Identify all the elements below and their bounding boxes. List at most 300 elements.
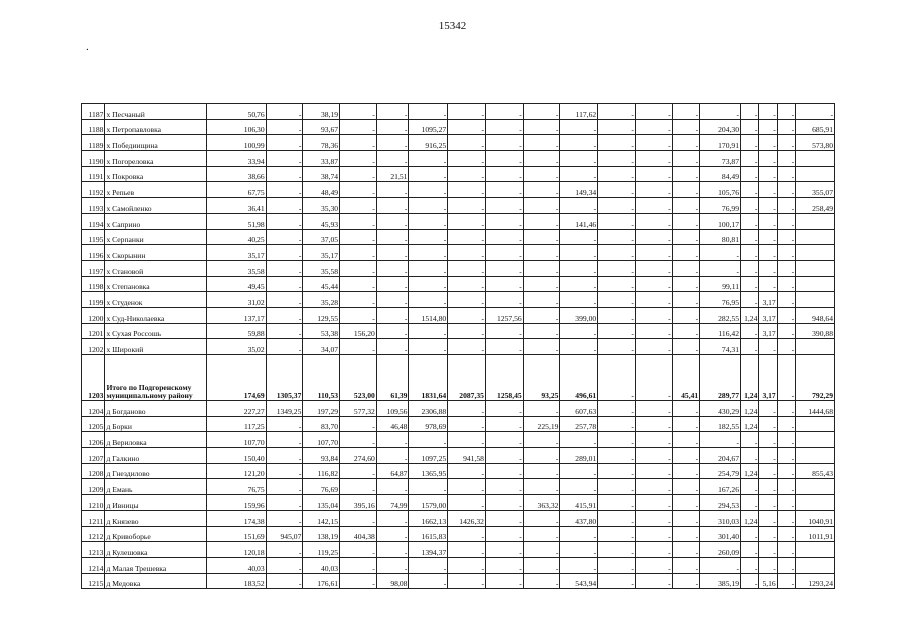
value-cell xyxy=(796,229,835,245)
value-cell: - xyxy=(598,292,636,308)
value-cell: - xyxy=(523,119,560,135)
value-cell: - xyxy=(777,479,795,495)
value-cell: - xyxy=(266,245,303,261)
value-cell: - xyxy=(376,104,409,120)
value-cell: 1,24 xyxy=(741,510,759,526)
value-cell: 45,44 xyxy=(303,276,340,292)
row-number-cell: 1202 xyxy=(82,339,105,355)
table-row xyxy=(82,166,835,182)
value-cell: - xyxy=(485,135,523,151)
value-cell: - xyxy=(759,448,777,464)
value-cell: - xyxy=(672,166,700,182)
value-cell: - xyxy=(598,510,636,526)
row-number-cell: 1205 xyxy=(82,416,105,432)
table-row xyxy=(82,213,835,229)
value-cell: 1,24 xyxy=(741,463,759,479)
value-cell: - xyxy=(635,557,672,573)
value-cell: - xyxy=(523,229,560,245)
value-cell: 35,17 xyxy=(207,245,266,261)
value-cell: 159,96 xyxy=(207,495,266,511)
value-cell: 607,63 xyxy=(560,401,598,417)
value-cell: 34,07 xyxy=(303,339,340,355)
value-cell: 74,31 xyxy=(700,339,741,355)
value-cell: - xyxy=(759,166,777,182)
value-cell: - xyxy=(672,339,700,355)
table-row xyxy=(82,151,835,167)
value-cell: - xyxy=(777,463,795,479)
value-cell: 363,32 xyxy=(523,495,560,511)
value-cell: - xyxy=(266,479,303,495)
value-cell: 855,43 xyxy=(796,463,835,479)
value-cell: - xyxy=(635,135,672,151)
value-cell: - xyxy=(777,573,795,589)
value-cell: - xyxy=(759,198,777,214)
value-cell: 84,49 xyxy=(700,166,741,182)
value-cell: 156,20 xyxy=(340,323,377,339)
row-number-cell: 1204 xyxy=(82,401,105,417)
value-cell: - xyxy=(523,448,560,464)
value-cell: - xyxy=(485,557,523,573)
value-cell: - xyxy=(266,463,303,479)
value-cell: - xyxy=(340,198,377,214)
value-cell: - xyxy=(266,119,303,135)
value-cell: 948,64 xyxy=(796,307,835,323)
value-cell: - xyxy=(672,260,700,276)
table-row xyxy=(82,355,835,401)
value-cell: - xyxy=(777,104,795,120)
value-cell: 3,17 xyxy=(759,292,777,308)
value-cell: - xyxy=(598,416,636,432)
value-cell: - xyxy=(635,182,672,198)
value-cell: - xyxy=(340,510,377,526)
value-cell: - xyxy=(340,104,377,120)
value-cell: - xyxy=(759,245,777,261)
value-cell: - xyxy=(376,510,409,526)
value-cell: - xyxy=(448,542,486,558)
value-cell: 83,70 xyxy=(303,416,340,432)
value-cell: 3,17 xyxy=(759,307,777,323)
value-cell: 430,29 xyxy=(700,401,741,417)
value-cell: 138,19 xyxy=(303,526,340,542)
value-cell: - xyxy=(672,495,700,511)
value-cell: - xyxy=(598,355,636,401)
value-cell: 941,58 xyxy=(448,448,486,464)
value-cell: 257,78 xyxy=(560,416,598,432)
value-cell: 1426,32 xyxy=(448,510,486,526)
value-cell: 45,93 xyxy=(303,213,340,229)
value-cell: - xyxy=(598,260,636,276)
value-cell: - xyxy=(672,245,700,261)
settlement-name-cell: х Степановка xyxy=(105,276,207,292)
value-cell: 204,67 xyxy=(700,448,741,464)
value-cell: - xyxy=(635,198,672,214)
value-cell: 107,70 xyxy=(303,432,340,448)
value-cell: 107,70 xyxy=(207,432,266,448)
value-cell: 141,46 xyxy=(560,213,598,229)
value-cell: - xyxy=(635,245,672,261)
settlement-name-cell: д Галкино xyxy=(105,448,207,464)
value-cell: - xyxy=(560,198,598,214)
value-cell: 176,61 xyxy=(303,573,340,589)
value-cell: - xyxy=(409,339,448,355)
value-cell: - xyxy=(340,135,377,151)
value-cell: 227,27 xyxy=(207,401,266,417)
value-cell: - xyxy=(598,542,636,558)
value-cell: - xyxy=(485,166,523,182)
table-row xyxy=(82,245,835,261)
table-row xyxy=(82,198,835,214)
table-row xyxy=(82,229,835,245)
value-cell: - xyxy=(672,229,700,245)
settlement-name-cell: х Сухая Россошь xyxy=(105,323,207,339)
value-cell: - xyxy=(523,245,560,261)
value-cell: 1305,37 xyxy=(266,355,303,401)
value-cell: - xyxy=(485,229,523,245)
value-cell: 33,94 xyxy=(207,151,266,167)
value-cell: 21,51 xyxy=(376,166,409,182)
value-cell: 106,30 xyxy=(207,119,266,135)
value-cell: - xyxy=(635,479,672,495)
value-cell: - xyxy=(672,135,700,151)
value-cell: 35,58 xyxy=(207,260,266,276)
value-cell: 78,36 xyxy=(303,135,340,151)
value-cell: - xyxy=(635,339,672,355)
value-cell: 109,56 xyxy=(376,401,409,417)
value-cell: - xyxy=(759,339,777,355)
value-cell: - xyxy=(741,323,759,339)
value-cell: 916,25 xyxy=(409,135,448,151)
value-cell: - xyxy=(598,307,636,323)
value-cell xyxy=(796,260,835,276)
value-cell: - xyxy=(523,307,560,323)
value-cell: 64,87 xyxy=(376,463,409,479)
value-cell: - xyxy=(266,495,303,511)
value-cell: - xyxy=(266,573,303,589)
value-cell: - xyxy=(448,479,486,495)
value-cell: 117,62 xyxy=(560,104,598,120)
value-cell: - xyxy=(523,182,560,198)
value-cell: 1662,13 xyxy=(409,510,448,526)
value-cell: - xyxy=(598,526,636,542)
value-cell: 51,98 xyxy=(207,213,266,229)
value-cell: - xyxy=(340,166,377,182)
table-row xyxy=(82,495,835,511)
value-cell: 36,41 xyxy=(207,198,266,214)
value-cell: - xyxy=(448,401,486,417)
value-cell: 142,15 xyxy=(303,510,340,526)
page-number: 15342 xyxy=(438,20,467,32)
value-cell: - xyxy=(759,151,777,167)
value-cell: - xyxy=(777,292,795,308)
value-cell: - xyxy=(376,307,409,323)
value-cell: 48,49 xyxy=(303,182,340,198)
value-cell: 150,40 xyxy=(207,448,266,464)
settlement-name-cell: х Погореловка xyxy=(105,151,207,167)
table-row xyxy=(82,573,835,589)
value-cell: - xyxy=(598,213,636,229)
value-cell: - xyxy=(340,260,377,276)
value-cell: - xyxy=(340,245,377,261)
value-cell: - xyxy=(598,448,636,464)
value-cell: 98,08 xyxy=(376,573,409,589)
value-cell: - xyxy=(598,573,636,589)
row-number-cell: 1213 xyxy=(82,542,105,558)
value-cell: - xyxy=(635,151,672,167)
value-cell: - xyxy=(485,339,523,355)
value-cell: - xyxy=(635,166,672,182)
value-cell: - xyxy=(777,260,795,276)
value-cell: - xyxy=(523,292,560,308)
value-cell: - xyxy=(598,166,636,182)
value-cell: - xyxy=(635,229,672,245)
value-cell: - xyxy=(409,182,448,198)
value-cell: - xyxy=(266,510,303,526)
value-cell: - xyxy=(340,432,377,448)
value-cell: 573,80 xyxy=(796,135,835,151)
value-cell: - xyxy=(448,245,486,261)
value-cell: - xyxy=(523,339,560,355)
row-number-cell: 1194 xyxy=(82,213,105,229)
row-number-cell: 1190 xyxy=(82,151,105,167)
value-cell: 100,17 xyxy=(700,213,741,229)
value-cell: - xyxy=(523,557,560,573)
value-cell: - xyxy=(266,151,303,167)
value-cell: - xyxy=(635,276,672,292)
value-cell: 121,20 xyxy=(207,463,266,479)
value-cell: - xyxy=(376,276,409,292)
value-cell: - xyxy=(560,245,598,261)
value-cell: - xyxy=(598,463,636,479)
settlement-name-cell: д Гнездилово xyxy=(105,463,207,479)
value-cell: 1097,25 xyxy=(409,448,448,464)
value-cell: 310,03 xyxy=(700,510,741,526)
value-cell: - xyxy=(376,119,409,135)
value-cell: 110,53 xyxy=(303,355,340,401)
value-cell: 137,17 xyxy=(207,307,266,323)
value-cell: - xyxy=(741,526,759,542)
value-cell: - xyxy=(796,104,835,120)
settlement-name-cell: д Князево xyxy=(105,510,207,526)
value-cell: - xyxy=(409,479,448,495)
value-cell: - xyxy=(409,245,448,261)
value-cell: 282,55 xyxy=(700,307,741,323)
value-cell: - xyxy=(485,479,523,495)
value-cell: - xyxy=(741,119,759,135)
settlement-name-cell: д Борки xyxy=(105,416,207,432)
value-cell: - xyxy=(340,339,377,355)
value-cell: - xyxy=(672,401,700,417)
value-cell: - xyxy=(266,166,303,182)
value-cell: 274,60 xyxy=(340,448,377,464)
value-cell: 40,25 xyxy=(207,229,266,245)
value-cell: - xyxy=(376,479,409,495)
value-cell: 76,99 xyxy=(700,198,741,214)
value-cell: - xyxy=(635,401,672,417)
value-cell: - xyxy=(340,151,377,167)
table-row xyxy=(82,104,835,120)
value-cell: - xyxy=(672,198,700,214)
value-cell: 399,00 xyxy=(560,307,598,323)
row-number-cell: 1196 xyxy=(82,245,105,261)
value-cell: - xyxy=(672,323,700,339)
settlement-name-cell: х Студенок xyxy=(105,292,207,308)
value-cell: 120,18 xyxy=(207,542,266,558)
value-cell: - xyxy=(560,323,598,339)
value-cell: - xyxy=(266,448,303,464)
row-number-cell: 1207 xyxy=(82,448,105,464)
value-cell: - xyxy=(672,182,700,198)
value-cell: - xyxy=(741,104,759,120)
value-cell: 170,91 xyxy=(700,135,741,151)
value-cell: 129,55 xyxy=(303,307,340,323)
value-cell: - xyxy=(376,526,409,542)
value-cell: - xyxy=(560,229,598,245)
table-row xyxy=(82,526,835,542)
value-cell: - xyxy=(266,542,303,558)
value-cell: 390,88 xyxy=(796,323,835,339)
row-number-cell: 1188 xyxy=(82,119,105,135)
value-cell: - xyxy=(700,245,741,261)
value-cell: 40,03 xyxy=(207,557,266,573)
value-cell: - xyxy=(598,432,636,448)
value-cell: - xyxy=(672,416,700,432)
row-number-cell: 1201 xyxy=(82,323,105,339)
value-cell: - xyxy=(741,166,759,182)
value-cell: - xyxy=(741,479,759,495)
value-cell: 415,91 xyxy=(560,495,598,511)
value-cell: - xyxy=(376,213,409,229)
value-cell xyxy=(796,542,835,558)
value-cell: - xyxy=(448,339,486,355)
value-cell: 74,99 xyxy=(376,495,409,511)
value-cell: 35,17 xyxy=(303,245,340,261)
value-cell: - xyxy=(598,104,636,120)
value-cell: - xyxy=(777,526,795,542)
value-cell: - xyxy=(635,323,672,339)
value-cell: - xyxy=(598,557,636,573)
value-cell: - xyxy=(598,401,636,417)
value-cell xyxy=(796,276,835,292)
value-cell: - xyxy=(777,213,795,229)
value-cell xyxy=(796,213,835,229)
value-cell: - xyxy=(741,198,759,214)
value-cell: - xyxy=(523,166,560,182)
value-cell: - xyxy=(340,307,377,323)
value-cell: - xyxy=(672,119,700,135)
settlement-name-cell: х Песчаный xyxy=(105,104,207,120)
value-cell: - xyxy=(448,463,486,479)
value-cell: 40,03 xyxy=(303,557,340,573)
value-cell: 978,69 xyxy=(409,416,448,432)
row-number-cell: 1187 xyxy=(82,104,105,120)
value-cell: - xyxy=(560,119,598,135)
value-cell: - xyxy=(777,307,795,323)
value-cell: - xyxy=(635,307,672,323)
value-cell: 35,30 xyxy=(303,198,340,214)
value-cell: - xyxy=(560,260,598,276)
value-cell: - xyxy=(485,198,523,214)
value-cell: 53,38 xyxy=(303,323,340,339)
settlement-name-cell: х Покровка xyxy=(105,166,207,182)
value-cell: - xyxy=(635,104,672,120)
settlement-name-cell: х Самойленко xyxy=(105,198,207,214)
row-number-cell: 1197 xyxy=(82,260,105,276)
value-cell: 93,25 xyxy=(523,355,560,401)
value-cell: - xyxy=(759,479,777,495)
value-cell: - xyxy=(635,495,672,511)
value-cell: 1365,95 xyxy=(409,463,448,479)
value-cell: - xyxy=(376,229,409,245)
value-cell: - xyxy=(560,166,598,182)
value-cell: - xyxy=(635,355,672,401)
value-cell: - xyxy=(266,339,303,355)
table-row xyxy=(82,339,835,355)
value-cell: - xyxy=(598,119,636,135)
value-cell: - xyxy=(759,182,777,198)
table-row xyxy=(82,479,835,495)
value-cell: - xyxy=(759,542,777,558)
settlement-name-cell: х Скорынин xyxy=(105,245,207,261)
value-cell: - xyxy=(635,510,672,526)
value-cell: - xyxy=(560,432,598,448)
row-number-cell: 1199 xyxy=(82,292,105,308)
row-number-cell: 1193 xyxy=(82,198,105,214)
value-cell: 1258,45 xyxy=(485,355,523,401)
value-cell: - xyxy=(672,213,700,229)
settlement-name-cell: д Кривоборье xyxy=(105,526,207,542)
value-cell: - xyxy=(485,213,523,229)
value-cell: - xyxy=(340,213,377,229)
value-cell: 38,74 xyxy=(303,166,340,182)
value-cell: - xyxy=(759,119,777,135)
value-cell: - xyxy=(560,135,598,151)
value-cell: - xyxy=(672,463,700,479)
value-cell: - xyxy=(635,260,672,276)
value-cell: - xyxy=(759,557,777,573)
value-cell: - xyxy=(448,151,486,167)
value-cell: 49,45 xyxy=(207,276,266,292)
value-cell: - xyxy=(409,292,448,308)
value-cell: - xyxy=(777,151,795,167)
value-cell: - xyxy=(485,542,523,558)
value-cell: - xyxy=(560,151,598,167)
value-cell: - xyxy=(409,104,448,120)
value-cell: - xyxy=(741,448,759,464)
value-cell: - xyxy=(777,510,795,526)
table-row xyxy=(82,276,835,292)
value-cell xyxy=(796,495,835,511)
value-cell: 3,17 xyxy=(759,355,777,401)
value-cell: - xyxy=(376,542,409,558)
value-cell: - xyxy=(635,416,672,432)
value-cell: - xyxy=(485,432,523,448)
value-cell: - xyxy=(777,245,795,261)
value-cell: - xyxy=(340,542,377,558)
row-number-cell: 1214 xyxy=(82,557,105,573)
value-cell: - xyxy=(759,495,777,511)
value-cell: 197,29 xyxy=(303,401,340,417)
value-cell: - xyxy=(759,260,777,276)
value-cell: - xyxy=(777,229,795,245)
value-cell: 59,88 xyxy=(207,323,266,339)
value-cell: 119,25 xyxy=(303,542,340,558)
value-cell: - xyxy=(340,573,377,589)
row-number-cell: 1208 xyxy=(82,463,105,479)
value-cell: - xyxy=(741,151,759,167)
value-cell: 182,55 xyxy=(700,416,741,432)
value-cell: - xyxy=(741,432,759,448)
value-cell: - xyxy=(485,292,523,308)
